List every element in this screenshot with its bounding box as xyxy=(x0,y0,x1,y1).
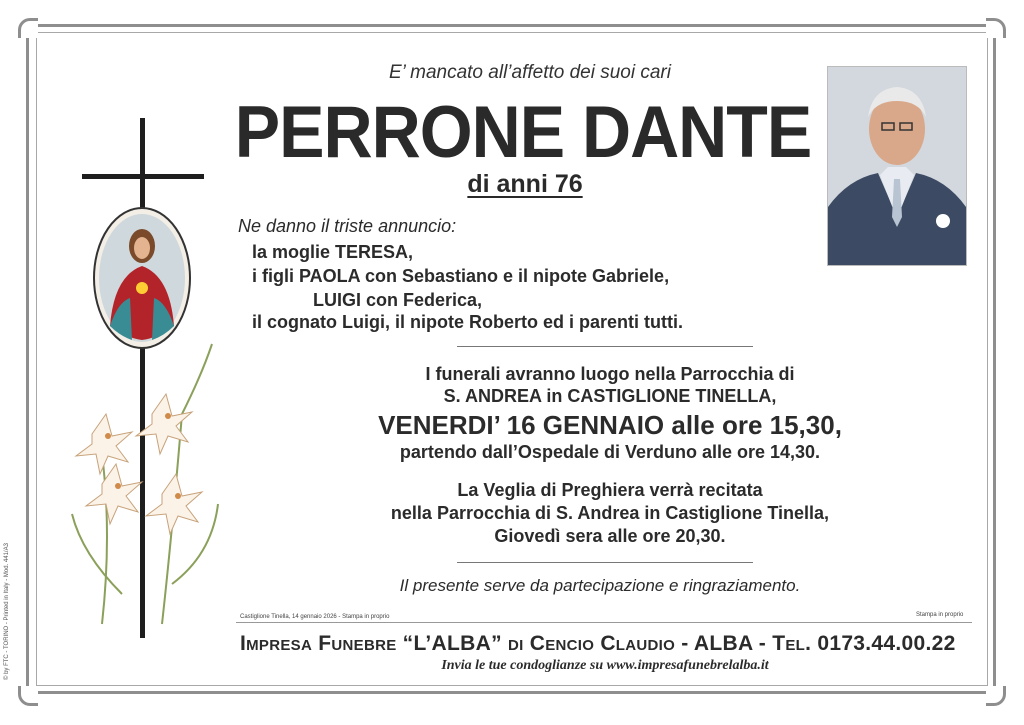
family-line: i figli PAOLA con Sebastiano e il nipote Gabriele, xyxy=(252,266,670,286)
frame-corner xyxy=(986,18,1006,38)
footer-divider xyxy=(236,622,972,623)
funeral-line: I funerali avranno luogo nella Parrocchia di xyxy=(425,364,795,384)
participation-note: Il presente serve da partecipazione e ringraziamento. xyxy=(399,576,801,595)
intro-line: E’ mancato all’affetto dei suoi cari xyxy=(389,62,671,83)
funeral-church: S. ANDREA in CASTIGLIONE TINELLA, xyxy=(443,386,777,406)
funeral-departure: partendo dall’Ospedale di Verduno alle ore 14,30. xyxy=(399,442,821,462)
family-line: LUIGI con Federica, xyxy=(313,290,483,310)
vigil-place: nella Parrocchia di S. Andrea in Castiglione Tinella, xyxy=(390,503,830,523)
frame-corner xyxy=(18,18,38,38)
announcement-lead: Ne danno il triste annuncio: xyxy=(238,216,457,236)
side-print-note: © by FTC - TORINO - Printed in Italy - Mod. 441/A3 xyxy=(4,543,10,680)
frame-corner xyxy=(986,686,1006,706)
frame-corner xyxy=(18,686,38,706)
deceased-portrait-photo xyxy=(827,66,967,266)
print-note: Stampa in proprio xyxy=(916,612,964,618)
deceased-age: di anni 76 xyxy=(467,170,583,198)
family-line: la moglie TERESA, xyxy=(252,242,414,262)
family-line: il cognato Luigi, il nipote Roberto ed i parenti tutti. xyxy=(252,312,683,332)
place-date-note: Castiglione Tinella, 14 gennaio 2026 - Stampa in proprio xyxy=(240,614,390,620)
divider xyxy=(457,562,753,563)
condolences-link: Invia le tue condoglianze su www.impresafunebrelalba.it xyxy=(441,658,769,673)
sacred-heart-portrait xyxy=(92,206,192,350)
vigil-time: Giovedì sera alle ore 20,30. xyxy=(494,526,726,546)
vigil-line: La Veglia di Preghiera verrà recitata xyxy=(457,480,763,500)
deceased-name: PERRONE DANTE xyxy=(234,91,812,174)
funeral-company: Impresa Funebre “L’ALBA” di Cencio Claudio - ALBA - Tel. 0173.44.00.22 xyxy=(240,632,956,655)
funeral-datetime: VENERDI’ 16 GENNAIO alle ore 15,30, xyxy=(378,410,842,440)
lily-flowers-illustration xyxy=(62,334,226,634)
divider xyxy=(457,346,753,347)
